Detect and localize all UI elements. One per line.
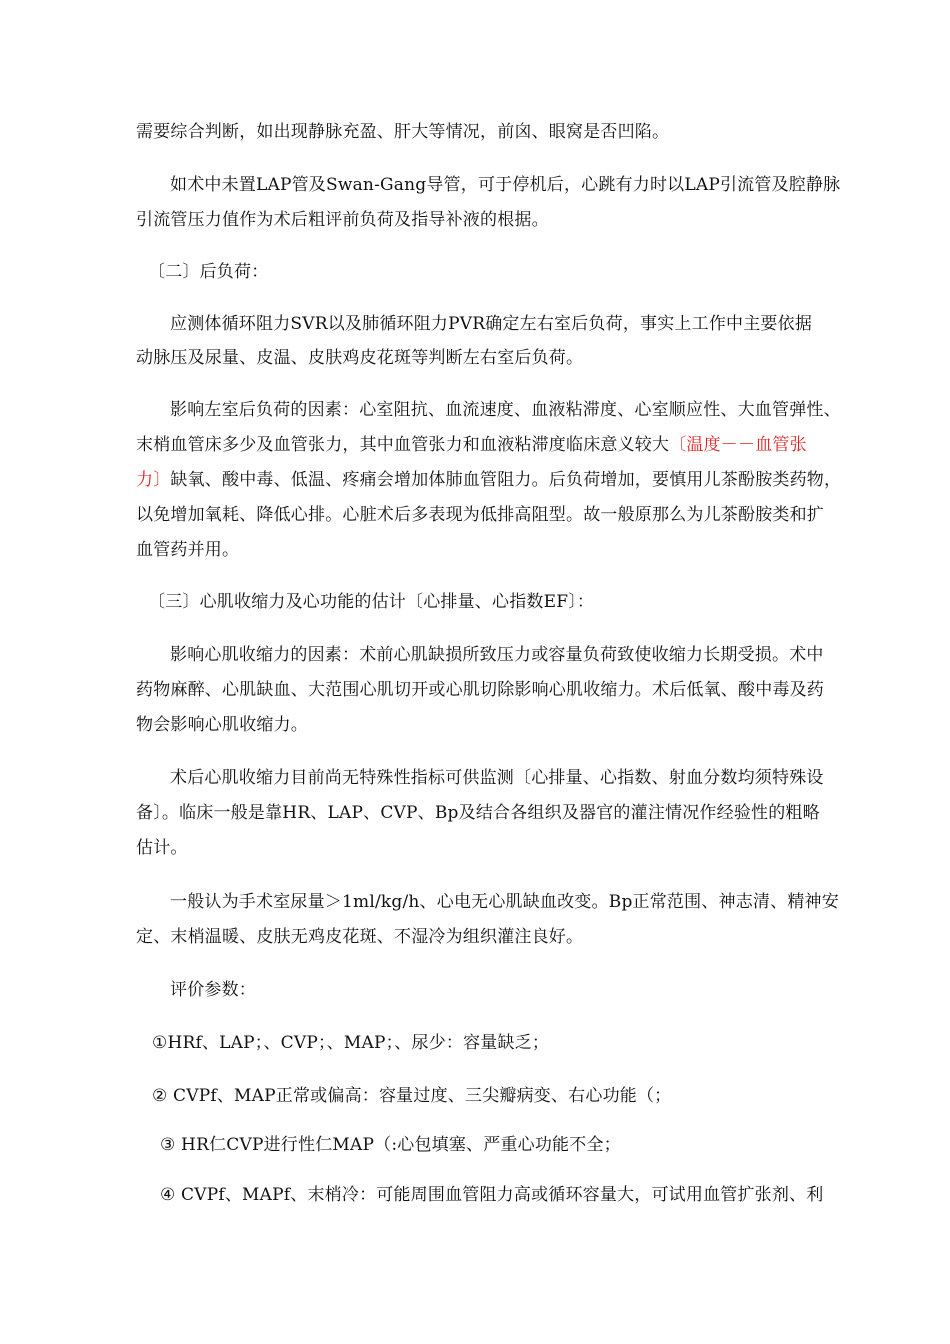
section-heading: 〔二〕后负荷： <box>148 262 269 282</box>
text-line: 如术中未置LAP管及Swan-Gang导管，可于停机后，心跳有力时以LAP引流管及腔静脉 <box>170 175 841 195</box>
text-line <box>136 435 807 455</box>
text-line: 定、末梢温暖、皮肤无鸡皮花斑、不湿冷为组织灌注良好。 <box>136 927 584 947</box>
text-line: 术后心肌收缩力目前尚无特殊性指标可供监测〔心排量、心指数、射血分数均须特殊设 <box>170 768 824 788</box>
text-line: 物会影响心肌收缩力。 <box>136 715 308 735</box>
text-line: 以免增加氧耗、降低心排。心脏术后多表现为低排高阻型。故一般原那么为儿茶酚胺类和扩 <box>136 505 824 525</box>
section-heading: 〔三〕心肌收缩力及心功能的估计〔心排量、心指数EF〕： <box>148 592 595 612</box>
text-line: 影响心肌收缩力的因素：术前心肌缺损所致压力或容量负荷致使收缩力长期受损。术中 <box>170 645 824 665</box>
text-line <box>136 470 841 490</box>
highlighted-text: 力〕 <box>136 470 171 490</box>
text-line: 评价参数： <box>170 980 256 1000</box>
text-line: 估计。 <box>136 838 188 858</box>
text-line: 一般认为手术室尿量＞1ml/kg/h、心电无心肌缺血改变。Bp正常范围、神志清、精神安 <box>170 892 839 912</box>
text-line: 引流管压力值作为术后粗评前负荷及指导补液的根据。 <box>136 210 549 230</box>
list-item: ③ HR仁CVP进行性仁MAP（:心包填塞、严重心功能不全； <box>160 1135 621 1155</box>
text-segment: 末梢血管床多少及血管张力，其中血管张力和血液粘滞度临床意义较大 <box>136 435 670 455</box>
highlighted-text: 〔温度－－血管张 <box>669 435 807 455</box>
text-line: 血管药并用。 <box>136 540 240 560</box>
text-line: 应测体循环阻力SVR以及肺循环阻力PVR确定左右室后负荷，事实上工作中主要依据 <box>170 314 813 334</box>
text-line: 备〕。临床一般是靠HR、LAP、CVP、Bp及结合各组织及器官的灌注情况作经验性的粗略 <box>136 803 820 823</box>
text-line: 动脉压及尿量、皮温、皮肤鸡皮花斑等判断左右室后负荷。 <box>136 348 584 368</box>
text-segment: 缺氧、酸中毒、低温、疼痛会增加体肺血管阻力。后负荷增加，要慎用儿茶酚胺类药物， <box>170 470 842 490</box>
text-line: 影响左室后负荷的因素：心室阻抗、血流速度、血液粘滞度、心室顺应性、大血管弹性、 <box>170 400 841 420</box>
text-line: 需要综合判断，如出现静脉充盈、肝大等情况，前囟、眼窝是否凹陷。 <box>136 122 670 142</box>
text-line: 药物麻醉、心肌缺血、大范围心肌切开或心肌切除影响心肌收缩力。术后低氧、酸中毒及药 <box>136 680 824 700</box>
list-item: ④ CVPf、MAPf、末梢冷：可能周围血管阻力高或循环容量大，可试用血管扩张剂、利 <box>160 1185 824 1205</box>
list-item: ② CVPf、MAP正常或偏高：容量过度、三尖瓣病变、右心功能（； <box>152 1086 672 1106</box>
list-item: ①HRf、LAP；、CVP；、MAP；、尿少：容量缺乏； <box>152 1033 550 1053</box>
